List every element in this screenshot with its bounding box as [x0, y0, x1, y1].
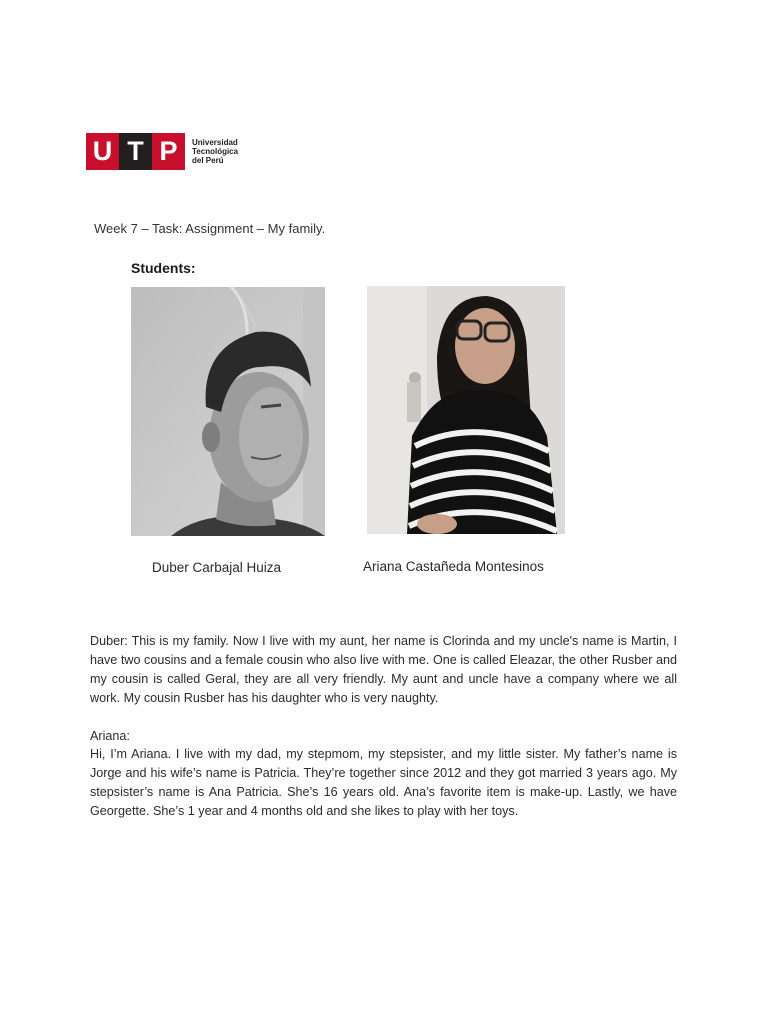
- utp-logo: [86, 133, 238, 170]
- students-heading: Students:: [131, 260, 196, 276]
- task-title: Week 7 – Task: Assignment – My family.: [94, 221, 326, 236]
- paragraph-ariana-label: Ariana:: [90, 729, 130, 743]
- logo-text: [192, 138, 238, 165]
- logo-letter-p: P: [152, 133, 185, 170]
- logo-text-line-3: del Perú: [192, 156, 224, 165]
- paragraph-ariana: Hi, I’m Ariana. I live with my dad, my stepmom, my stepsister, and my little sister. My father’s name is Jorge and his wife’s name is Patricia. They’re together since 2012 and they got married 3 years ago. My stepsister’s name is Ana Patricia. She’s 16 years old. Ana’s favorite item is make-up. Lastly, we have Georgette. She’s 1 year and 4 months old and she likes to play with her toys.: [90, 747, 677, 818]
- logo-letter-u: U: [86, 133, 119, 170]
- logo-text-line-2: Tecnológica: [192, 147, 239, 156]
- logo-text-line-1: Universidad: [192, 138, 238, 147]
- paragraph-duber: Duber: This is my family. Now I live with my aunt, her name is Clorinda and my uncle's name is Martin, I have two cousins and a female cousin who also live with me. One is called Eleazar, the other Rusber and my cousin is called Geral, they are all very friendly. My aunt and uncle have a company where we all work. My cousin Rusber has his daughter who is very naughty.: [90, 634, 677, 705]
- student-name-duber: Duber Carbajal Huiza: [152, 560, 282, 575]
- student-photo-duber: [131, 287, 325, 536]
- logo-letter-t: T: [119, 133, 152, 170]
- logo-letters: [86, 133, 185, 170]
- student-name-ariana: Ariana Castañeda Montesinos: [363, 559, 544, 574]
- student-photo-ariana: [367, 286, 565, 534]
